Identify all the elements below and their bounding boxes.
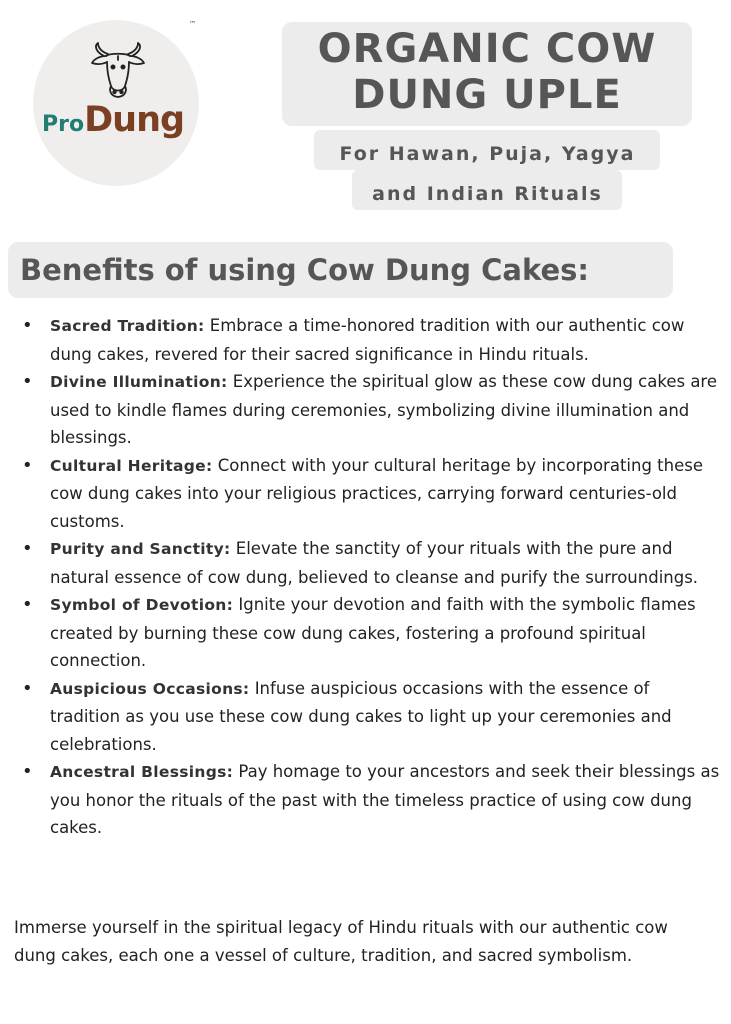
logo-text-pro: Pro [42, 112, 85, 137]
section-heading: Benefits of using Cow Dung Cakes: [20, 253, 589, 287]
closing-paragraph: Immerse yourself in the spiritual legacy of Hindu rituals with our authentic cow dung cakes, each one a vessel of culture, tradition, and sacred symbolism. [14, 918, 668, 965]
benefit-term: Cultural Heritage: [50, 456, 213, 475]
benefits-list [20, 312, 720, 842]
bullet-icon: • [22, 761, 33, 782]
logo-wordmark [42, 100, 184, 140]
benefit-term: Ancestral Blessings: [50, 763, 234, 781]
brand-logo [33, 20, 203, 190]
benefit-term: Auspicious Occasions: [50, 679, 250, 698]
benefit-text: Elevate the sanctity of your rituals with the pure and natural essence of cow dung, believed to cleanse and purify the surroundings. [50, 539, 699, 587]
bullet-icon: • [22, 371, 33, 392]
benefit-text: Ignite your devotion and faith with the symbolic flames created by burning these cow dung cakes, fostering a profound spiritual connection. [50, 595, 696, 670]
benefit-text: Infuse auspicious occasions with the essence of tradition as you use these cow dung cakes to light up your ceremonies and celebrations. [50, 678, 672, 754]
subtitle-line-1: For Hawan, Puja, Yagya [339, 143, 636, 165]
list-item [20, 535, 720, 591]
subtitle-line-2: and Indian Rituals [372, 183, 603, 205]
bullet-icon: • [22, 315, 33, 336]
list-item [20, 312, 720, 368]
page-title [282, 26, 692, 118]
benefit-text: Pay homage to your ancestors and seek their blessings as you honor the rituals of the past with the timeless practice of using cow dung cakes. [50, 762, 720, 837]
trademark-symbol: ™ [189, 20, 196, 28]
list-item [20, 758, 720, 842]
benefit-text: Experience the spiritual glow as these cow dung cakes are used to kindle flames during ceremonies, symbolizing divine illumination and blessings. [50, 372, 718, 447]
benefit-term: Purity and Sanctity: [50, 540, 231, 558]
list-item [20, 591, 720, 675]
bullet-icon: • [22, 677, 33, 699]
bullet-icon: • [22, 538, 33, 559]
benefit-term: Divine Illumination: [50, 373, 228, 391]
title-line-2: DUNG UPLE [352, 72, 622, 118]
list-item [20, 368, 720, 452]
benefit-term: Sacred Tradition: [50, 317, 205, 335]
list-item [20, 675, 720, 759]
logo-text-dung: Dung [84, 100, 185, 140]
list-item [20, 452, 720, 536]
benefit-text: Embrace a time-honored tradition with our authentic cow dung cakes, revered for their sacred significance in Hindu rituals. [50, 316, 685, 364]
bullet-icon: • [22, 454, 33, 476]
benefit-text: Connect with your cultural heritage by incorporating these cow dung cakes into your religious practices, carrying forward centuries-old customs. [50, 455, 704, 531]
cow-head-icon [90, 42, 146, 100]
page-subtitle [296, 134, 679, 214]
title-line-1: ORGANIC COW [317, 26, 657, 72]
bullet-icon: • [22, 594, 33, 615]
benefit-term: Symbol of Devotion: [50, 596, 234, 614]
